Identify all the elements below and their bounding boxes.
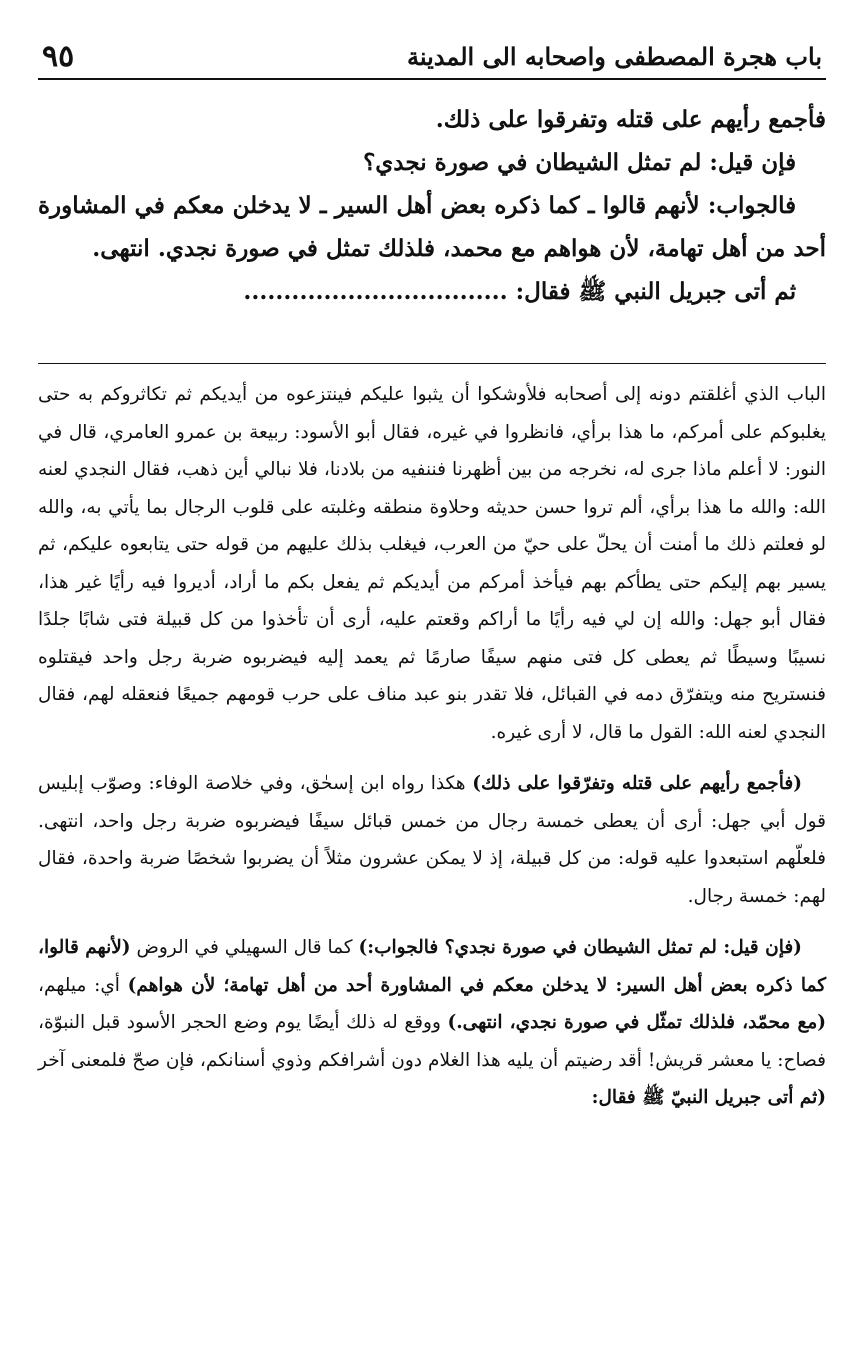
commentary-text: هكذا رواه ابن إسحٰق، وفي خلاصة الوفاء: وصوّب إبليس قول أبي جهل: أرى أن يعطى خمسة رجال من خمس قبائل سيفًا فيضربوه ضربة رجل واحد، انتهى. فلعلّهم استبعدوا عليه قوله: من كل قبيلة، إذ لا يمكن عشرون مثلاً أن يضربوا شخصًا ضربة واحدة، فقال لهم: خمسة رجال. [38, 773, 826, 907]
commentary-paragraph-2 [38, 765, 826, 915]
quoted-matn: (فأجمع رأيهم على قتله وتفرّقوا على ذلك) [472, 773, 802, 794]
main-paragraph-2: فإن قيل: لم تمثل الشيطان في صورة نجدي؟ [363, 149, 797, 176]
commentary-paragraph-1: الباب الذي أغلقتم دونه إلى أصحابه فلأوشكوا أن يثبوا عليكم فينتزعوه من أيديكم ثم تكاثروكم به حتى يغلبوكم على أمركم، ما هذا برأي، فانظروا في غيره، فقال أبو الأسود: ربيعة بن عمرو العامري، قال في النور: لا أعلم ماذا جرى له، نخرجه من بين أظهرنا فننفيه من بلادنا، فلا نبالي أين ذهب، فقال النجدي لعنه الله: والله ما هذا برأي، ألم تروا حسن حديثه وحلاوة منطقه وغلبته على قلوب الرجال بما يأتي به، والله لو فعلتم ذلك ما أمنت أن يحلّ على حيّ من العرب، فيغلب بذلك عليهم من قوله حتى يتابعوه عليكم، ثم يسير بهم إليكم حتى يطأكم بهم فيأخذ أمركم من أيديكم ثم يفعل بكم ما أراد، أديروا فيه رأيًا غير هذا، فقال أبو جهل: والله إن لي فيه رأيًا ما أراكم وقعتم عليه، أرى أن تأخذوا من كل قبيلة فتى شابًا جلدًا نسيبًا وسيطًا ثم يعطى كل فتى منهم سيفًا صارمًا ثم يعمد إليه فيضربوه ضربة رجل واحد فيقتلوه فنستريح منه ويتفرّق دمه في القبائل، فلا تقدر بنو عبد مناف على حرب قومهم جميعًا فنعقله لهم، فقال النجدي لعنه الله: القول ما قال، لا أرى غيره. [38, 384, 826, 743]
main-paragraph-4-text: ثم أتى جبريل النبي ﷺ فقال: [515, 278, 797, 305]
page-header [38, 28, 826, 80]
quoted-matn: (فإن قيل: لم تمثل الشيطان في صورة نجدي؟ فالجواب:) [358, 937, 802, 958]
commentary-paragraph-3 [38, 929, 826, 1117]
commentary-text: ووقع له ذلك أيضًا يوم وضع الحجر الأسود قبل النبوّة، فصاح: يا معشر قريش! أقد رضيتم أن يليه هذا الغلام دون أشرافكم وذوي أسنانكم، فإن صحّ فلمعنى آخر [38, 1012, 826, 1071]
commentary-text: أي: ميلهم، [38, 974, 128, 996]
main-paragraph-3: فالجواب: لأنهم قالوا ـ كما ذكره بعض أهل السير ـ لا يدخلن معكم في المشاورة أحد من أهل تهامة، لأن هواهم مع محمد، فلذلك تمثل في صورة نجدي. انتهى. [38, 192, 826, 262]
commentary-text: كما قال السهيلي في الروض [130, 937, 359, 958]
footnote-separator [38, 363, 826, 364]
commentary [38, 376, 826, 1117]
quoted-matn: (لأنهم قالوا، كما ذكره بعض أهل السير: لا يدخلن معكم في المشاورة أحد من أهل تهامة؛ لأن هواهم) [38, 937, 826, 996]
main-paragraph-1: فأجمع رأيهم على قتله وتفرقوا على ذلك. [435, 106, 826, 133]
main-paragraph-4 [38, 270, 826, 313]
running-title: باب هجرة المصطفى واصحابه الى المدينة [406, 42, 822, 72]
quoted-matn: (ثم أتى جبريل النبيّ ﷺ فقال: [591, 1087, 826, 1108]
main-text [38, 98, 826, 313]
page-number: ٩٥ [42, 39, 75, 74]
ellipsis-dots: ................................. [243, 278, 508, 305]
quoted-matn: (مع محمّد، فلذلك تمثّل في صورة نجدي، انتهى.) [447, 1012, 826, 1033]
